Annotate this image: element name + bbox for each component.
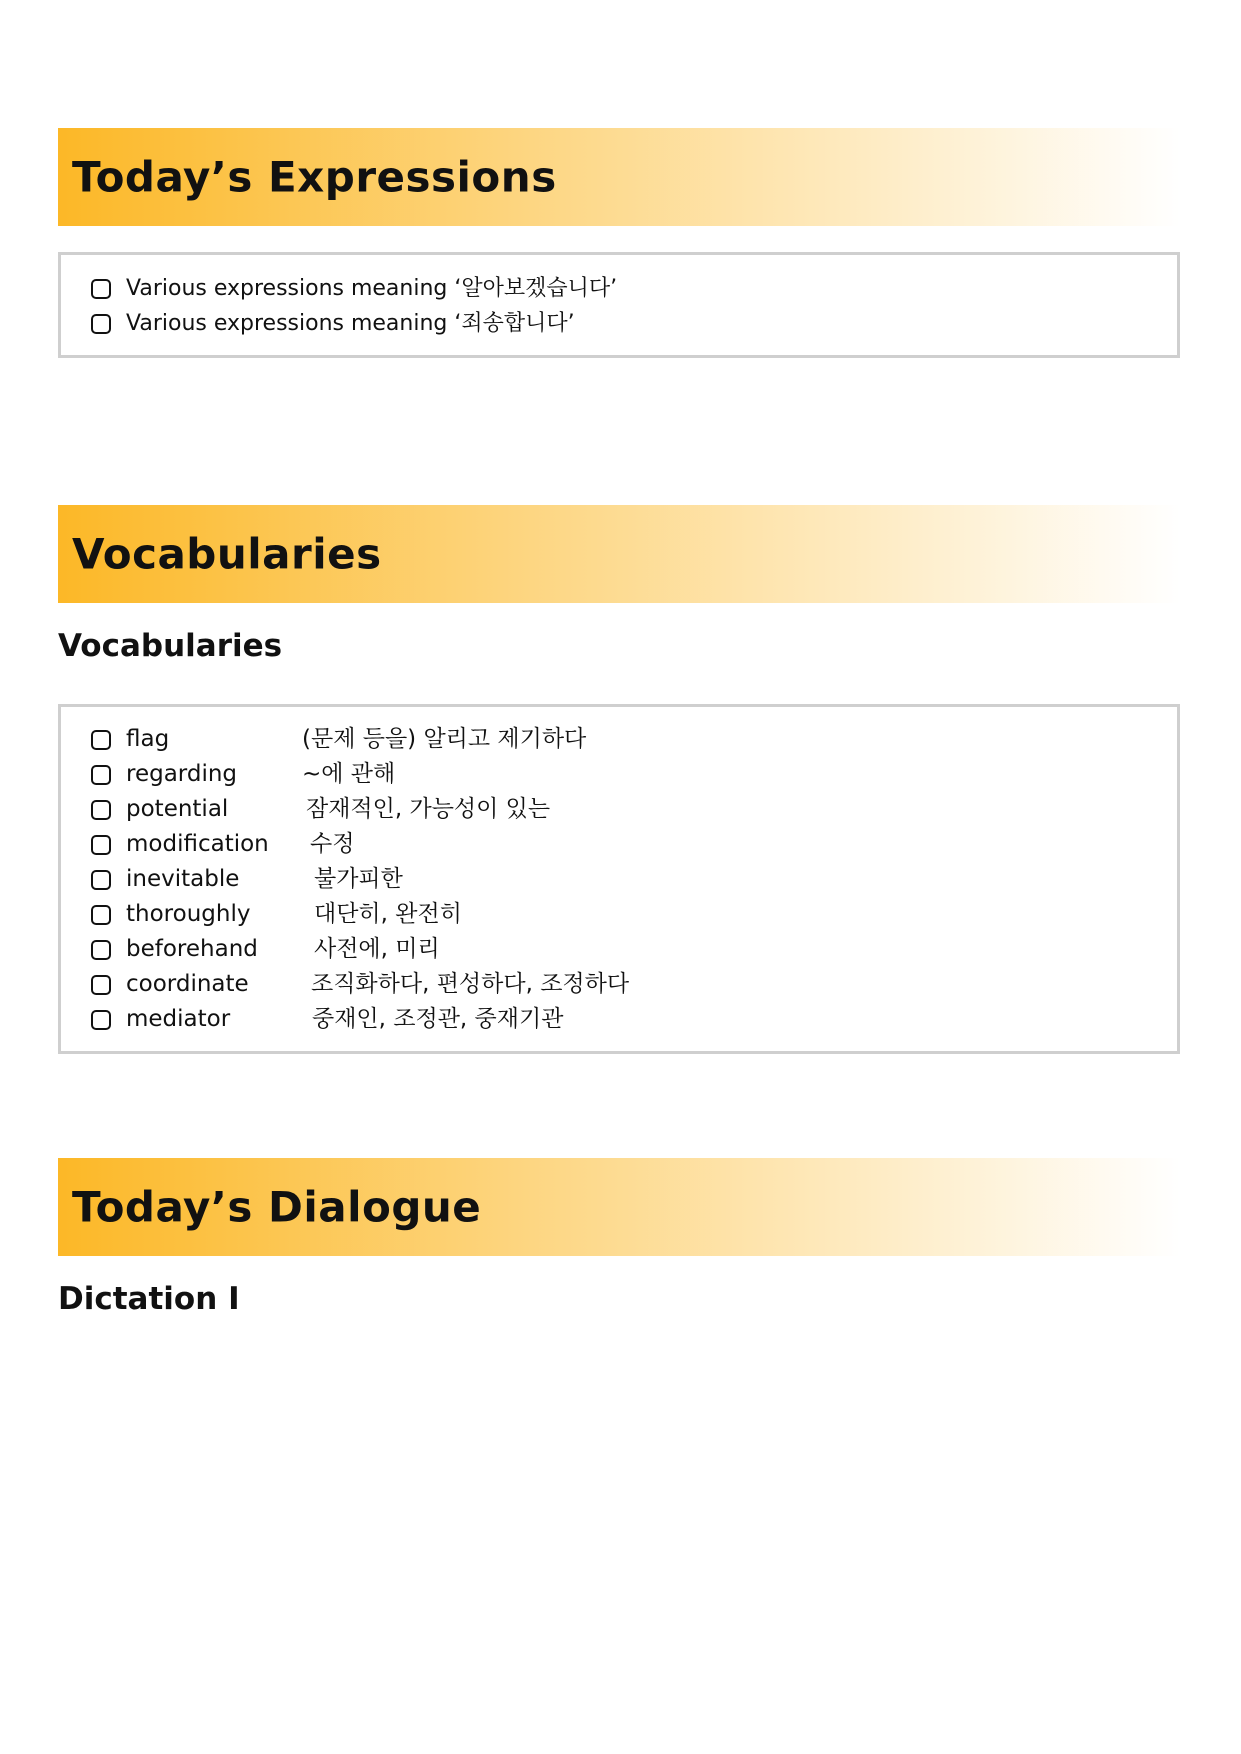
- expression-text: Various expressions meaning ‘죄송합니다’: [126, 311, 575, 336]
- expression-item[interactable]: [91, 271, 617, 306]
- vocab-word: modification: [126, 831, 269, 857]
- vocab-item-modification[interactable]: [91, 827, 354, 862]
- dialogue-title: Today’s Dialogue: [72, 1182, 482, 1232]
- expression-item[interactable]: [91, 306, 575, 341]
- checkbox-icon[interactable]: [91, 975, 111, 995]
- vocab-meaning: 중재인, 조정관, 중재기관: [312, 1006, 564, 1032]
- vocab-word: thoroughly: [126, 901, 251, 927]
- checkbox-icon[interactable]: [91, 279, 111, 299]
- vocabulary-box: [58, 704, 1180, 1054]
- vocab-word: inevitable: [126, 866, 240, 892]
- vocab-word: potential: [126, 796, 229, 822]
- vocab-word: regarding: [126, 761, 238, 787]
- expressions-title: Today’s Expressions: [72, 152, 557, 202]
- checkbox-icon[interactable]: [91, 870, 111, 890]
- vocab-word: mediator: [126, 1006, 231, 1032]
- vocabularies-subheading: Vocabularies: [58, 628, 283, 664]
- checkbox-icon[interactable]: [91, 1010, 111, 1030]
- vocabularies-title: Vocabularies: [72, 529, 382, 579]
- dictation-subheading: Dictation I: [58, 1281, 240, 1317]
- expressions-box: [58, 252, 1180, 358]
- expressions-banner: [58, 128, 1180, 226]
- expression-text: Various expressions meaning ‘알아보겠습니다’: [126, 276, 618, 301]
- dialogue-banner: [58, 1158, 1180, 1256]
- vocab-item-regarding[interactable]: [91, 757, 395, 792]
- vocab-meaning: 조직화하다, 편성하다, 조정하다: [311, 971, 630, 997]
- vocabularies-banner: [58, 505, 1180, 603]
- vocab-meaning: 사전에, 미리: [314, 936, 440, 962]
- checkbox-icon[interactable]: [91, 765, 111, 785]
- checkbox-icon[interactable]: [91, 314, 111, 334]
- vocab-item-beforehand[interactable]: [91, 932, 440, 967]
- checkbox-icon[interactable]: [91, 835, 111, 855]
- vocab-item-inevitable[interactable]: [91, 862, 403, 897]
- vocab-meaning: ~에 관해: [302, 761, 396, 787]
- vocab-word: flag: [126, 726, 170, 752]
- checkbox-icon[interactable]: [91, 905, 111, 925]
- vocab-meaning: (문제 등을) 알리고 제기하다: [302, 726, 587, 752]
- vocab-meaning: 대단히, 완전히: [314, 901, 462, 927]
- vocab-meaning: 수정: [310, 831, 355, 857]
- vocab-item-mediator[interactable]: [91, 1002, 563, 1037]
- vocab-meaning: 불가피한: [314, 866, 403, 892]
- vocab-item-thoroughly[interactable]: [91, 897, 462, 932]
- vocab-word: beforehand: [126, 936, 258, 962]
- vocab-meaning: 잠재적인, 가능성이 있는: [306, 796, 551, 822]
- checkbox-icon[interactable]: [91, 730, 111, 750]
- vocab-item-potential[interactable]: [91, 792, 550, 827]
- vocab-word: coordinate: [126, 971, 249, 997]
- checkbox-icon[interactable]: [91, 940, 111, 960]
- vocab-item-coordinate[interactable]: [91, 967, 629, 1002]
- vocab-item-flag[interactable]: [91, 722, 586, 757]
- checkbox-icon[interactable]: [91, 800, 111, 820]
